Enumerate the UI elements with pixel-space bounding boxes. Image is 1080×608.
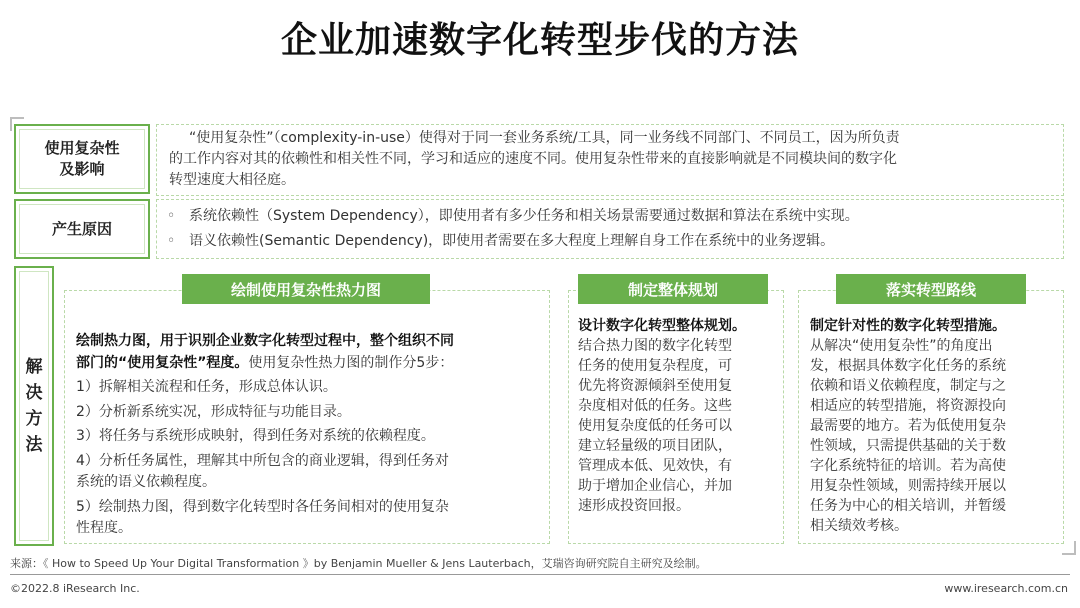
copyright: ©2022.8 iResearch Inc. (10, 582, 140, 595)
complexity-description (169, 128, 1059, 191)
overall-plan-line: 速形成投资回报。 (578, 498, 690, 514)
footer-divider (10, 574, 1070, 575)
heatmap-step-3: 3）将任务与系统形成映射，得到任务对系统的依赖程度。 (76, 428, 435, 444)
roadmap-panel-header: 落实转型路线 (836, 274, 1026, 304)
corner-bracket-bottom-right (1062, 541, 1076, 555)
heatmap-panel-body (76, 331, 546, 540)
overall-plan-line: 杂度相对低的任务。这些 (578, 398, 732, 414)
cause-item-semantic-dependency (167, 231, 834, 252)
complexity-line-3: 转型速度大相径庭。 (169, 172, 295, 188)
heatmap-bold-line-1: 绘制热力图，用于识别企业数字化转型过程中，整个组织不同 (76, 333, 454, 349)
causes-box (156, 199, 1064, 259)
roadmap-line: 发，根据具体数字化任务的系统 (810, 358, 1006, 374)
overall-plan-line: 助于增加企业信心，并加 (578, 478, 732, 494)
roadmap-line: 任务为中心的相关培训，并暂缓 (810, 498, 1006, 514)
roadmap-line: 依赖和语义依赖程度，制定与之 (810, 378, 1006, 394)
page-title: 企业加速数字化转型步伐的方法 (280, 20, 799, 61)
overall-plan-line: 任务的使用复杂程度，可 (578, 358, 732, 374)
complexity-line-1: “使用复杂性”（complexity-in-use）使得对于同一套业务系统/工具，同一业务线不同部门、不同员工，因为所负责 (189, 130, 900, 146)
bullet-icon: ◦ (167, 208, 176, 224)
overall-plan-line: 建立轻量级的项目团队， (578, 438, 732, 454)
website-link[interactable]: www.iresearch.com.cn (944, 582, 1068, 595)
roadmap-line: 从解决“使用复杂性”的角度出 (810, 338, 993, 354)
heatmap-step-4: 4）分析任务属性，理解其中所包含的商业逻辑，得到任务对 (76, 452, 449, 469)
cause-item-system-dependency (167, 206, 859, 227)
overall-plan-panel-header: 制定整体规划 (578, 274, 768, 304)
cause-text: 语义依赖性(Semantic Dependency)，即使用者需要在多大程度上理解自身工作在系统中的业务逻辑。 (189, 233, 835, 249)
roadmap-line: 性领域，只需提供基础的关于数 (810, 438, 1006, 454)
source-note: 来源：《 How to Speed Up Your Digital Transformation 》by Benjamin Mueller & Jens Lauterbach，艾瑞咨询研究院自主研究及绘制。 (10, 557, 707, 570)
label-solutions-text: 解 决 方 法 (25, 357, 43, 455)
label-solutions (14, 266, 54, 546)
heatmap-bold-line-2: 部门的“使用复杂性”程度。 (76, 354, 249, 371)
roadmap-line: 用复杂性领域，则需持续开展以 (810, 478, 1006, 494)
label-complexity-impact (14, 124, 150, 194)
heatmap-step-4-cont: 系统的语义依赖程度。 (76, 474, 216, 490)
bullet-icon: ◦ (167, 233, 176, 249)
heatmap-step-1: 1）拆解相关流程和任务，形成总体认识。 (76, 379, 337, 395)
complexity-description-box (156, 124, 1064, 196)
heatmap-intro-tail: 使用复杂性热力图的制作分5步： (248, 354, 454, 371)
overall-plan-line: 使用复杂度低的任务可以 (578, 418, 732, 434)
overall-plan-panel-body (578, 316, 782, 516)
roadmap-line: 相适应的转型措施，将资源投向 (810, 398, 1006, 414)
label-complexity-impact-text: 使用复杂性 及影响 (44, 139, 120, 178)
roadmap-line: 字化系统特征的培训。若为高使 (810, 458, 1006, 474)
roadmap-line: 相关绩效考核。 (810, 518, 908, 534)
overall-plan-line: 优先将资源倾斜至使用复 (578, 378, 732, 394)
heatmap-panel-header: 绘制使用复杂性热力图 (182, 274, 430, 304)
heatmap-step-5-cont: 性程度。 (76, 520, 132, 536)
label-causes (14, 199, 150, 259)
heatmap-step-2: 2）分析新系统实况，形成特征与功能目录。 (76, 403, 351, 420)
overall-plan-bold-line: 设计数字化转型整体规划。 (578, 318, 746, 334)
roadmap-line: 最需要的地方。若为低使用复杂 (810, 418, 1006, 434)
complexity-line-2: 的工作内容对其的依赖性和相关性不同，学习和适应的速度不同。使用复杂性带来的直接影响就是不同模块间的数字化 (169, 151, 897, 167)
overall-plan-line: 结合热力图的数字化转型 (578, 338, 732, 354)
label-causes-text: 产生原因 (51, 219, 112, 238)
cause-text: 系统依赖性（System Dependency），即使用者有多少任务和相关场景需要通过数据和算法在系统中实现。 (189, 208, 859, 224)
overall-plan-line: 管理成本低、见效快，有 (578, 458, 732, 474)
roadmap-bold-line: 制定针对性的数字化转型措施。 (810, 318, 1006, 334)
roadmap-panel-body (810, 316, 1060, 536)
heatmap-step-5: 5）绘制热力图，得到数字化转型时各任务间相对的使用复杂 (76, 498, 449, 515)
